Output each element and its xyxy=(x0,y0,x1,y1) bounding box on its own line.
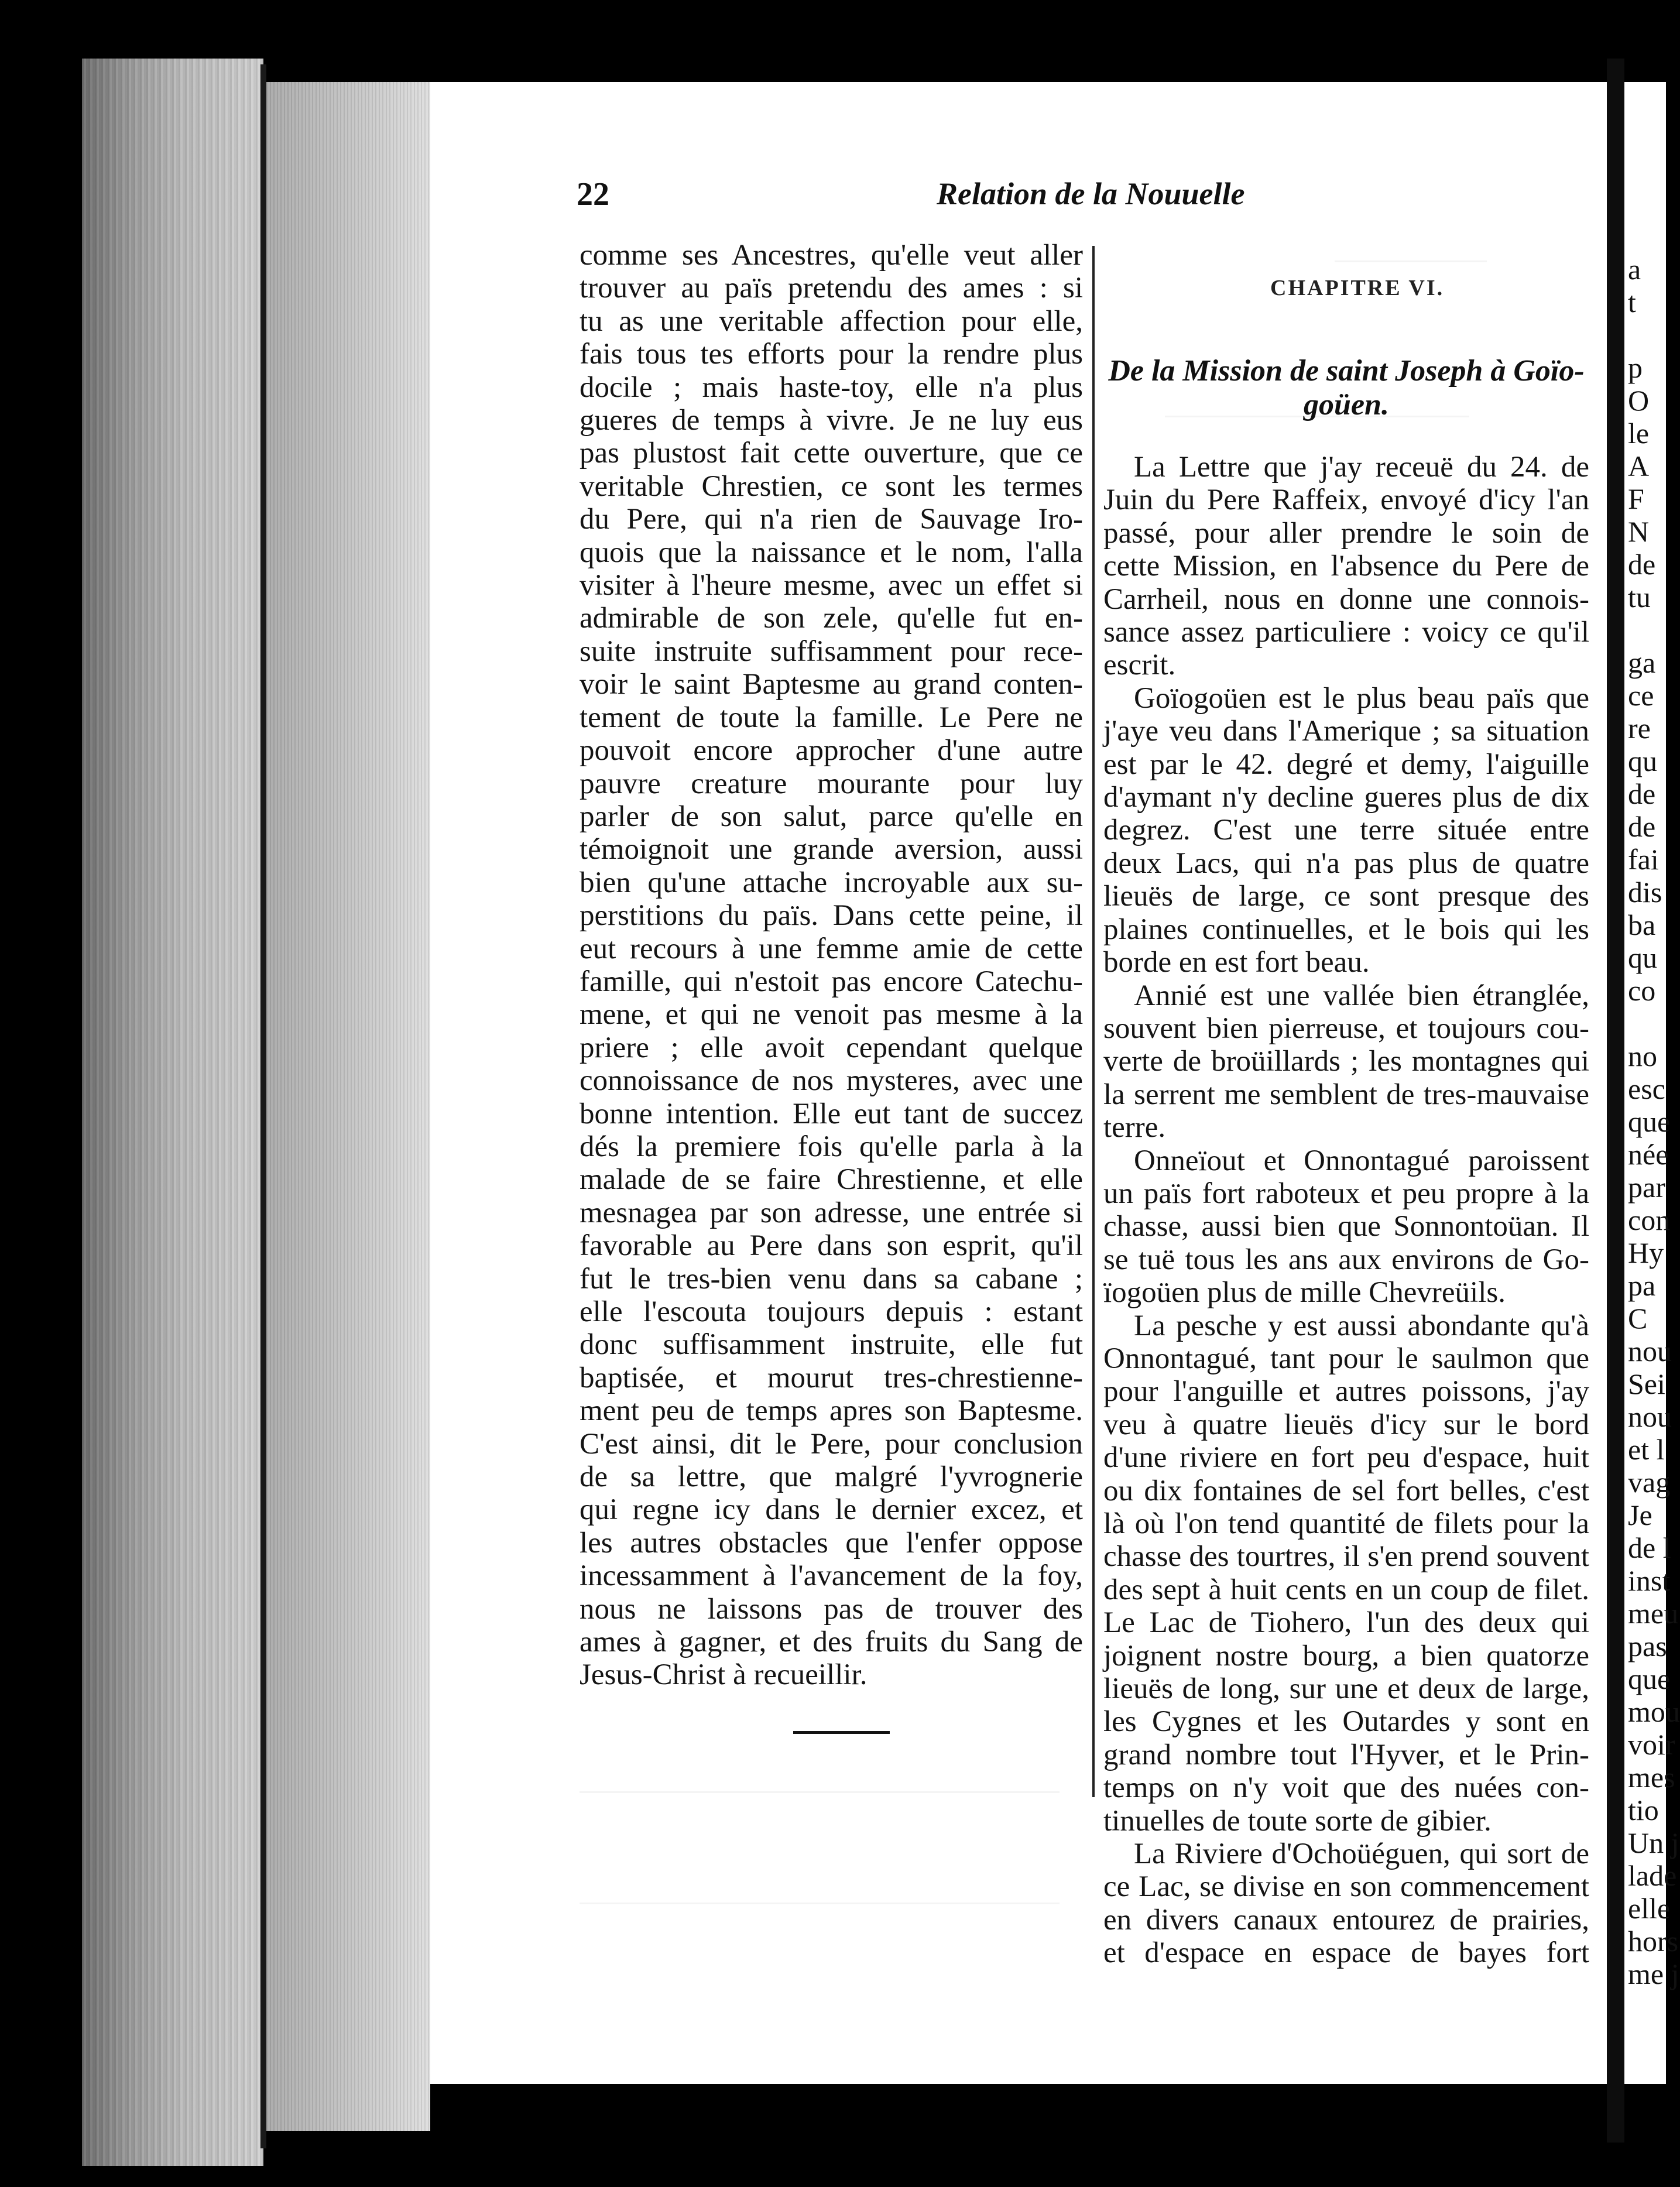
facing-page-fragment: que xyxy=(1628,1662,1671,1695)
text-line: lieuës de long, sur une et deux de large, xyxy=(1103,1672,1589,1706)
text-line: ïogoüen plus de mille Chevreüils. xyxy=(1103,1276,1506,1310)
facing-page-fragment: nou xyxy=(1628,1400,1672,1433)
facing-page-fragment: ce xyxy=(1628,679,1654,712)
text-line: pouvoit encore approcher d'une autre xyxy=(580,734,1083,767)
text-line: deux Lacs, qui n'a pas plus de quatre xyxy=(1103,846,1589,880)
text-line: quois que la naissance et le nom, l'alla xyxy=(580,536,1083,569)
text-line: veritable Chrestien, ce sont les termes xyxy=(580,469,1083,503)
facing-page-fragment: née xyxy=(1628,1138,1669,1171)
facing-page-fragment: a xyxy=(1628,253,1641,286)
text-line: trouver au païs pretendu des ames : si xyxy=(580,272,1083,305)
text-line: est par le 42. degré et demy, l'aiguille xyxy=(1103,748,1589,781)
chapter-title: De la Mission de saint Joseph à Goïo-goüen. xyxy=(1108,354,1585,421)
text-line: des sept à huit cents en un coup de filet. xyxy=(1103,1573,1589,1606)
facing-page-fragment: dis xyxy=(1628,876,1662,909)
text-line: elle l'escouta toujours depuis : estant xyxy=(580,1295,1083,1328)
text-line: Onnontagué, tant pour le saulmon que xyxy=(1103,1342,1589,1375)
text-line: dés la premiere fois qu'elle parla à la xyxy=(580,1130,1083,1163)
text-line: fut le tres-bien venu dans sa cabane ; xyxy=(580,1262,1083,1295)
text-line: La Riviere d'Ochoüéguen, qui sort de xyxy=(1134,1838,1589,1871)
facing-page-fragment: mes xyxy=(1628,1761,1675,1794)
text-line: la serrent me semblent de tres-mauvaise xyxy=(1103,1078,1589,1111)
text-line: tinuelles de toute sorte de gibier. xyxy=(1103,1804,1492,1838)
text-line: lieuës de large, ce sont presque des xyxy=(1103,880,1589,913)
facing-page-fragment: Hy xyxy=(1628,1236,1664,1269)
facing-page-fragment: lade xyxy=(1628,1859,1677,1892)
text-line: tu as une veritable affection pour elle, xyxy=(580,304,1083,338)
page-number: 22 xyxy=(577,176,609,212)
text-line: ce Lac, se divise en son commencement xyxy=(1103,1870,1589,1904)
text-line: d'une riviere en fort peu d'espace, huit xyxy=(1103,1441,1589,1475)
text-line: perstitions du païs. Dans cette peine, il xyxy=(580,899,1083,933)
facing-page-fragment: fai xyxy=(1628,843,1659,876)
text-line: La Lettre que j'ay receuë du 24. de xyxy=(1134,451,1589,484)
text-line: pauvre creature mourante pour luy xyxy=(580,767,1083,800)
facing-page-fragment: qu xyxy=(1628,745,1657,777)
facing-page-fragment: vag xyxy=(1628,1466,1671,1499)
text-line: donc suffisamment instruite, elle fut xyxy=(580,1328,1083,1362)
text-line: cette Mission, en l'absence du Pere de xyxy=(1103,550,1589,583)
facing-page-fragment: mou xyxy=(1628,1695,1680,1728)
text-line: pas plustost fait cette ouverture, que ce xyxy=(580,437,1083,470)
text-line: Annié est une vallée bien étranglée, xyxy=(1134,979,1589,1012)
text-line: escrit. xyxy=(1103,649,1176,682)
text-line: parler de son salut, parce qu'elle en xyxy=(580,800,1083,833)
text-line: de sa lettre, que malgré l'yvrognerie xyxy=(580,1461,1083,1494)
text-line: La pesche y est aussi abondante qu'à xyxy=(1134,1309,1589,1342)
text-line: suite instruite suffisamment pour rece- xyxy=(580,635,1083,668)
facing-page-fragment: qu xyxy=(1628,941,1657,974)
facing-page-fragment: par xyxy=(1628,1171,1665,1204)
text-line: témoignoit une grande aversion, aussi xyxy=(580,833,1083,866)
facing-page-fragment: N xyxy=(1628,515,1650,548)
running-title: Relation de la Nouuelle xyxy=(937,176,1245,211)
book-page-edges xyxy=(82,59,263,2166)
text-line: sance assez particuliere : voicy ce qu'il xyxy=(1103,616,1589,649)
text-line: qui regne icy dans le dernier excez, et xyxy=(580,1493,1083,1527)
facing-page-fragment: hors xyxy=(1628,1925,1679,1958)
facing-page-fragment: que xyxy=(1628,1105,1671,1138)
facing-page-fragment: re xyxy=(1628,712,1651,745)
facing-page-fragment: me j xyxy=(1628,1958,1679,1990)
column-divider xyxy=(1092,246,1095,1797)
text-line: chasse, aussi bien que Sonnontoüan. Il xyxy=(1103,1210,1589,1243)
text-line: ou dix fontaines de sel fort belles, c'est xyxy=(1103,1474,1589,1507)
text-line: les Cygnes et les Outardes y sont en xyxy=(1103,1705,1589,1739)
facing-page-fragment: meu xyxy=(1628,1597,1679,1630)
facing-page-fragment: de xyxy=(1628,810,1656,843)
right-text-column xyxy=(1103,451,1589,1970)
facing-page-fragment: Sei xyxy=(1628,1367,1665,1400)
text-line: baptisée, et mourut tres-chrestienne- xyxy=(580,1361,1083,1394)
facing-page-fragment: O xyxy=(1628,384,1650,417)
text-line: connoissance de nos mysteres, avec une xyxy=(580,1064,1083,1098)
section-end-rule xyxy=(793,1731,890,1734)
text-line: eut recours à une femme amie de cette xyxy=(580,932,1083,965)
facing-page-fragment: tio xyxy=(1628,1794,1659,1826)
text-line: se tuë tous les ans aux environs de Go- xyxy=(1103,1243,1589,1276)
facing-page-fragment: ga xyxy=(1628,646,1656,679)
facing-page-fragment: de xyxy=(1628,777,1656,810)
text-line: borde en est fort beau. xyxy=(1103,946,1370,979)
book-gutter xyxy=(260,64,266,2148)
facing-page-strip xyxy=(1624,82,1680,2084)
text-line: visiter à l'heure mesme, avec un effet si xyxy=(580,569,1083,602)
text-line: Goïogoüen est le plus beau païs que xyxy=(1134,681,1589,715)
facing-page-fragment: esc xyxy=(1628,1072,1665,1105)
text-line: là où l'on tend quantité de filets pour la xyxy=(1103,1507,1589,1540)
text-line: et d'espace en espace de bayes fort xyxy=(1103,1936,1589,1970)
text-line: mesnagea par son adresse, une entrée si xyxy=(580,1196,1083,1229)
text-line: Onneïout et Onnontagué paroissent xyxy=(1134,1144,1589,1177)
show-through xyxy=(580,1791,1060,1793)
text-line: verte de broüillards ; les montagnes qui xyxy=(1103,1045,1589,1078)
text-line: bonne intention. Elle eut tant de succez xyxy=(580,1097,1083,1130)
facing-page-fragment: no xyxy=(1628,1040,1657,1072)
facing-page-fragment: elle xyxy=(1628,1892,1671,1925)
page-fold-shadow xyxy=(1607,59,1624,2143)
text-line: degrez. C'est une terre située entre xyxy=(1103,814,1589,847)
text-line: souvent bien pierreuse, et toujours cou- xyxy=(1103,1012,1589,1045)
text-line: terre. xyxy=(1103,1111,1166,1144)
text-line: Juin du Pere Raffeix, envoyé d'icy l'an xyxy=(1103,484,1589,517)
text-line: malade de se faire Chrestienne, et elle xyxy=(580,1163,1083,1197)
facing-page-fragment: le xyxy=(1628,417,1650,450)
facing-page-fragment: ba xyxy=(1628,909,1656,941)
facing-page-fragment: p xyxy=(1628,351,1643,384)
facing-page-fragment: voir xyxy=(1628,1728,1675,1761)
text-line: tement de toute la famille. Le Pere ne xyxy=(580,701,1083,734)
left-text-column xyxy=(580,239,1083,1692)
text-line: en divers canaux entourez de prairies, xyxy=(1103,1903,1589,1936)
chapter-heading: CHAPITRE VI. xyxy=(1270,276,1445,300)
text-line: ames à gagner, et des fruits du Sang de xyxy=(580,1626,1083,1659)
facing-page-fragment: de xyxy=(1628,548,1656,581)
text-line: voir le saint Baptesme au grand conten- xyxy=(580,668,1083,701)
text-line: C'est ainsi, dit le Pere, pour conclusion xyxy=(580,1427,1083,1461)
text-line: mene, et qui ne venoit pas mesme à la xyxy=(580,998,1083,1031)
text-line: veu à quatre lieuës d'icy sur le bord xyxy=(1103,1408,1589,1441)
show-through xyxy=(1335,260,1487,262)
facing-page-fragment: co xyxy=(1628,974,1656,1007)
text-line: ment peu de temps apres son Baptesme. xyxy=(580,1394,1083,1428)
book-page-edges-inner xyxy=(266,82,430,2131)
facing-page-fragment: C xyxy=(1628,1302,1648,1335)
text-line: Carrheil, nous en donne une connois- xyxy=(1103,582,1589,616)
text-line: chasse des tourtres, il s'en prend souvent xyxy=(1103,1540,1589,1574)
text-line: bien qu'une attache incroyable aux su- xyxy=(580,866,1083,899)
text-line: Jesus-Christ à recueillir. xyxy=(580,1658,868,1692)
text-line: pour l'anguille et autres poissons, j'ay xyxy=(1103,1375,1589,1408)
facing-page-fragment: A xyxy=(1628,450,1650,482)
text-line: plaines continuelles, et le bois qui les xyxy=(1103,913,1589,946)
facing-page-fragment: tu xyxy=(1628,581,1651,613)
facing-page-fragment: Un j xyxy=(1628,1826,1679,1859)
text-line: famille, qui n'estoit pas encore Catechu- xyxy=(580,965,1083,998)
facing-page-fragment: t xyxy=(1628,286,1636,318)
text-line: j'aye veu dans l'Amerique ; sa situation xyxy=(1103,715,1589,748)
text-line: docile ; mais haste-toy, elle n'a plus xyxy=(580,371,1083,404)
text-line: les autres obstacles que l'enfer oppose xyxy=(580,1526,1083,1559)
facing-page-fragment: Je xyxy=(1628,1499,1652,1531)
show-through xyxy=(580,1903,1060,1904)
text-line: gueres de temps à vivre. Je ne luy eus xyxy=(580,404,1083,437)
facing-page-fragment: inst xyxy=(1628,1564,1671,1597)
text-line: un païs fort raboteux et peu propre à la xyxy=(1103,1177,1589,1210)
facing-page-fragment: de l xyxy=(1628,1531,1671,1564)
text-line: priere ; elle avoit cependant quelque xyxy=(580,1031,1083,1064)
text-line: fais tous tes efforts pour la rendre plus xyxy=(580,338,1083,371)
text-line: d'aymant n'y decline gueres plus de dix xyxy=(1103,781,1589,814)
text-line: comme ses Ancestres, qu'elle veut aller xyxy=(580,239,1083,272)
text-line: temps on n'y voit que des nuées con- xyxy=(1103,1771,1589,1805)
facing-page-fragment: pa xyxy=(1628,1269,1656,1302)
text-line: admirable de son zele, qu'elle fut en- xyxy=(580,602,1083,635)
text-line: passé, pour aller prendre le soin de xyxy=(1103,516,1589,550)
facing-page-fragment: et l xyxy=(1628,1433,1665,1466)
text-line: du Pere, qui n'a rien de Sauvage Iro- xyxy=(580,503,1083,536)
facing-page-fragment: nou xyxy=(1628,1335,1672,1367)
text-line: grand nombre tout l'Hyver, et le Prin- xyxy=(1103,1738,1589,1771)
text-line: nous ne laissons pas de trouver des xyxy=(580,1592,1083,1626)
facing-page-fragment: con xyxy=(1628,1204,1671,1236)
facing-page-fragment: F xyxy=(1628,482,1644,515)
text-line: joignent nostre bourg, a bien quatorze xyxy=(1103,1639,1589,1672)
facing-page-fragment: pas xyxy=(1628,1630,1667,1662)
text-line: incessamment à l'avancement de la foy, xyxy=(580,1559,1083,1593)
text-line: favorable au Pere dans son esprit, qu'il xyxy=(580,1229,1083,1263)
text-line: Le Lac de Tiohero, l'un des deux qui xyxy=(1103,1606,1589,1640)
